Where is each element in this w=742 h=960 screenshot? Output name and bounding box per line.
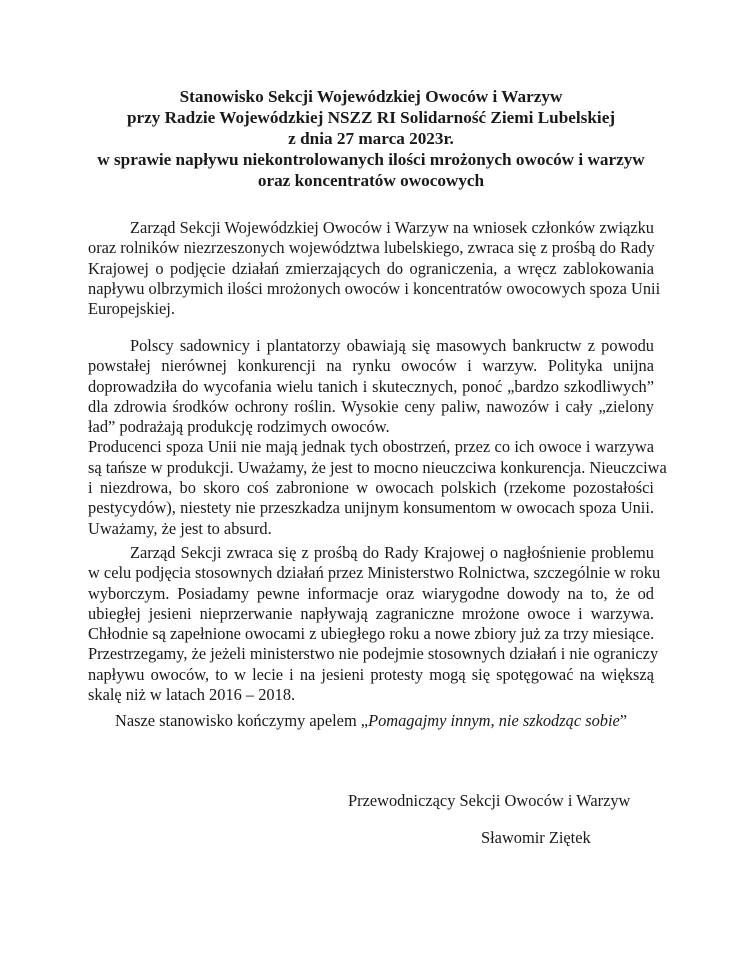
paragraph-line: i niezdrowa, bo skoro coś zabronione w owocach polskich (rzekome pozostałości xyxy=(88,478,654,498)
paragraph-line: skalę niż w latach 2016 – 2018. xyxy=(88,685,296,705)
heading-line: przy Radzie Wojewódzkiej NSZZ RI Solidarność Ziemi Lubelskiej xyxy=(126,108,616,127)
heading-line: Stanowisko Sekcji Wojewódzkiej Owoców i Warzyw xyxy=(179,87,563,106)
paragraph-line: Chłodnie są zapełnione owocami z ubiegłego roku a nowe zbiory już za trzy miesiące. xyxy=(88,624,655,644)
paragraph-line: Uważamy, że jest to absurd. xyxy=(88,518,272,538)
heading-line: w sprawie napływu niekontrolowanych ilości mrożonych owoców i warzyw xyxy=(97,150,645,169)
paragraph-line: Zarząd Sekcji zwraca się z prośbą do Rady Krajowej o nagłośnienie problemu xyxy=(130,543,654,562)
paragraph-line: oraz rolników niezrzeszonych województwa lubelskiego, zwraca się z prośbą do Rady xyxy=(88,238,655,258)
paragraph-competition xyxy=(88,336,667,539)
paragraph-line: są tańsze w produkcji. Uważamy, że jest to mocno nieuczciwa konkurencja. Nieuczciwa xyxy=(88,457,667,477)
paragraph-line: Europejskiej. xyxy=(88,299,175,319)
closing-lead: Nasze stanowisko kończymy apelem „ xyxy=(115,711,369,730)
paragraph-line: Polscy sadownicy i plantatorzy obawiają się masowych bankructw z powodu xyxy=(130,336,654,355)
signature-title: Przewodniczący Sekcji Owoców i Warzyw xyxy=(348,791,631,810)
paragraph-line: ład” podrażają produkcję rodzimych owoców. xyxy=(88,417,390,437)
heading-line: z dnia 27 marca 2023r. xyxy=(288,129,454,148)
closing-motto: Pomagajmy innym, nie szkodząc sobie xyxy=(368,711,620,730)
closing-quote-mark: ” xyxy=(619,711,628,730)
paragraph-line: dla zdrowia środków ochrony roślin. Wysokie ceny paliw, nawozów i cały „zielony xyxy=(88,396,654,416)
paragraph-line: napływu olbrzymich ilości mrożonych owoców i koncentratów owocowych spoza Unii xyxy=(88,278,661,298)
paragraph-line: pestycydów), niestety nie przeszkadza unijnym konsumentom w owocach spoza Unii. xyxy=(88,498,654,518)
document-heading xyxy=(60,86,682,191)
paragraph-line: Przestrzegamy, że jeżeli ministerstwo nie podejmie stosownych działań i nie ograniczy xyxy=(88,644,659,664)
signature-name: Sławomir Ziętek xyxy=(481,828,591,847)
paragraph-appeal xyxy=(88,543,661,705)
heading-line: oraz koncentratów owocowych xyxy=(257,171,485,190)
paragraph-request xyxy=(88,218,661,319)
paragraph-line: Krajowej o podjęcie działań zmierzających do ograniczenia, a wręcz zablokowania xyxy=(88,258,654,278)
paragraph-line: w celu podjęcia stosownych działań przez Ministerstwo Rolnictwa, szczególnie w roku xyxy=(88,563,661,583)
paragraph-line: Producenci spoza Unii nie mają jednak tych obostrzeń, przez co ich owoce i warzywa xyxy=(88,437,654,457)
paragraph-line: powstałej nierównej konkurencji na rynku owoców i warzyw. Polityka unijna xyxy=(88,356,654,376)
paragraph-line: napływu owoców, to w lecie i na jesieni protesty mogą się spotęgować na większą xyxy=(88,664,654,684)
paragraph-line: doprowadziła do wycofania wielu tanich i skutecznych, ponoć „bardzo szkodliwych” xyxy=(88,376,654,396)
paragraph-line: Zarząd Sekcji Wojewódzkiej Owoców i Warzyw na wniosek członków związku xyxy=(130,218,654,237)
paragraph-line: ubiegłej jesieni nieprzerwanie napływają zagraniczne mrożone owoce i warzywa. xyxy=(88,603,654,623)
paragraph-line: wyborczym. Posiadamy pewne informacje oraz wiarygodne dowody na to, że od xyxy=(88,583,654,603)
closing-statement xyxy=(115,711,627,731)
